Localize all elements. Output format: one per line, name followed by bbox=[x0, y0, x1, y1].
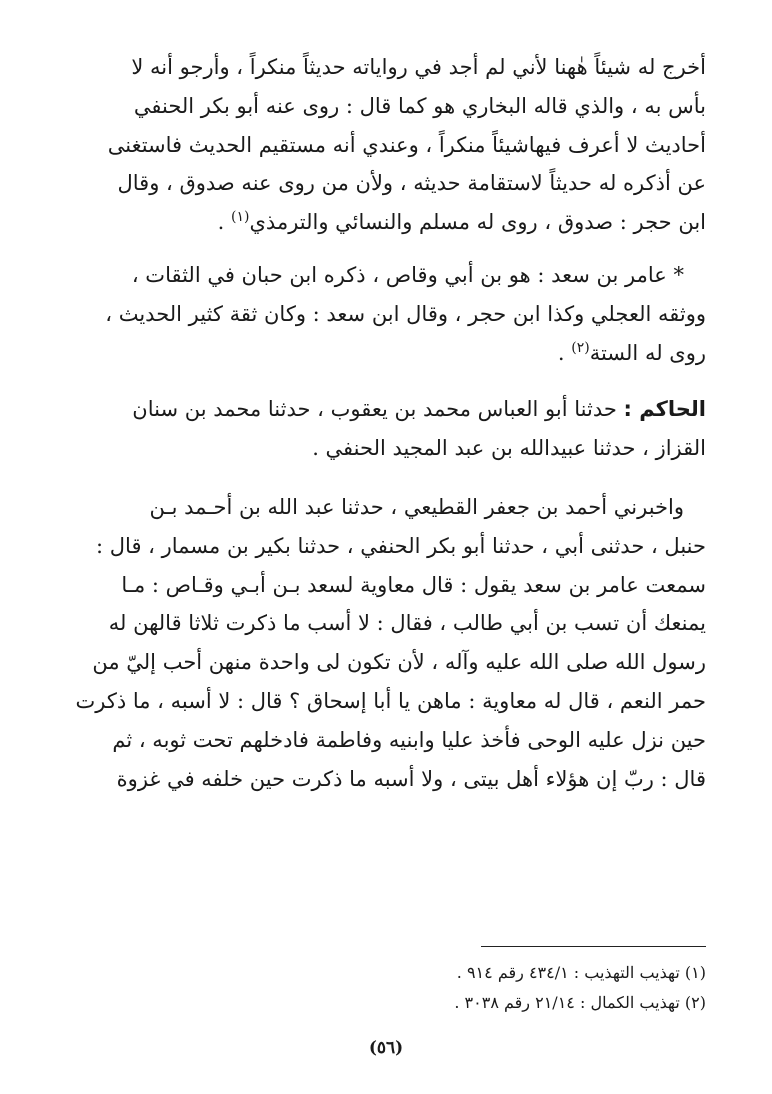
footnote-item: (١) تهذيب التهذيب : ٤٣٤/١ رقم ٩١٤ . bbox=[456, 963, 706, 982]
page-number: (٥٦) bbox=[368, 1038, 404, 1058]
text-segment: . bbox=[557, 340, 572, 365]
text-line: أخرج له شيئاً هٰهنا لأني لم أجد في رواياته حديثاً منكراً ، وأرجو أنه لا bbox=[131, 55, 706, 79]
paragraph-2 bbox=[66, 256, 706, 372]
text-line: حنبل ، حدثنى أبي ، حدثنا أبو بكر الحنفي ، حدثنا بكير بن مسمار ، قال : bbox=[96, 533, 706, 558]
text-segment: ابن حجر : صدوق ، روى له مسلم والنسائي والترمذي bbox=[249, 210, 706, 235]
text-line: عن أذكره له حديثاً لاستقامة حديثه ، ولأن من روى عنه صدوق ، وقال bbox=[117, 171, 706, 196]
text-line: حمر النعم ، قال له معاوية : ماهن يا أبا إسحاق ؟ قال : لا أسبه ، ما ذكرت bbox=[75, 688, 706, 713]
footnote-marker: (٢) bbox=[571, 339, 590, 356]
text-segment: حدثنا أبو العباس محمد بن يعقوب ، حدثنا محمد بن سنان bbox=[132, 397, 624, 422]
paragraph-3 bbox=[66, 390, 706, 468]
text-segment: . bbox=[217, 210, 232, 235]
footnote-item: (٢) تهذيب الكمال : ٢١/١٤ رقم ٣٠٣٨ . bbox=[454, 993, 706, 1012]
text-line: حين نزل عليه الوحى فأخذ عليا وابنيه وفاطمة فادخلهم تحت ثوبه ، ثم bbox=[112, 727, 706, 752]
source-author-label: الحاكم : bbox=[623, 397, 706, 422]
text-segment: روى له الستة bbox=[589, 340, 706, 365]
page-body bbox=[66, 48, 706, 798]
text-line: بأس به ، والذي قاله البخاري هو كما قال : روى عنه أبو بكر الحنفي bbox=[133, 93, 706, 118]
paragraph-4 bbox=[66, 488, 706, 798]
text-line-with-note bbox=[66, 334, 706, 373]
paragraph-1 bbox=[66, 48, 706, 242]
footnotes bbox=[66, 958, 706, 1018]
footnote-marker: (١) bbox=[231, 209, 250, 226]
text-line: أحاديث لا أعرف فيهاشيئاً منكراً ، وعندي أنه مستقيم الحديث فاستغنى bbox=[107, 132, 706, 157]
text-line-with-note bbox=[66, 203, 706, 242]
text-line: رسول الله صلى الله عليه وآله ، لأن تكون لى واحدة منهن أحب إليّ من bbox=[92, 650, 706, 675]
text-line: يمنعك أن تسب بن أبي طالب ، فقال : لا أسب ما ذكرت ثلاثا قالهن له bbox=[108, 611, 706, 636]
text-line: واخبرني أحمد بن جعفر القطيعي ، حدثنا عبد الله بن أحـمد بـن bbox=[149, 494, 684, 519]
text-line: ووثقه العجلي وكذا ابن حجر ، وقال ابن سعد : وكان ثقة كثير الحديث ، bbox=[105, 301, 706, 326]
text-line: * عامر بن سعد : هو بن أبي وقاص ، ذكره ابن حبان في الثقات ، bbox=[131, 262, 684, 287]
text-line: سمعت عامر بن سعد يقول : قال معاوية لسعد بـن أبـي وقـاص : مـا bbox=[121, 572, 706, 597]
footnote-divider bbox=[481, 946, 706, 947]
text-line: القزاز ، حدثنا عبيدالله بن عبد المجيد الحنفي . bbox=[312, 436, 706, 461]
text-line: قال : ربّ إن هؤلاء أهل بيتى ، ولا أسبه ما ذكرت حين خلفه في غزوة bbox=[116, 766, 706, 791]
text-line bbox=[66, 390, 706, 429]
